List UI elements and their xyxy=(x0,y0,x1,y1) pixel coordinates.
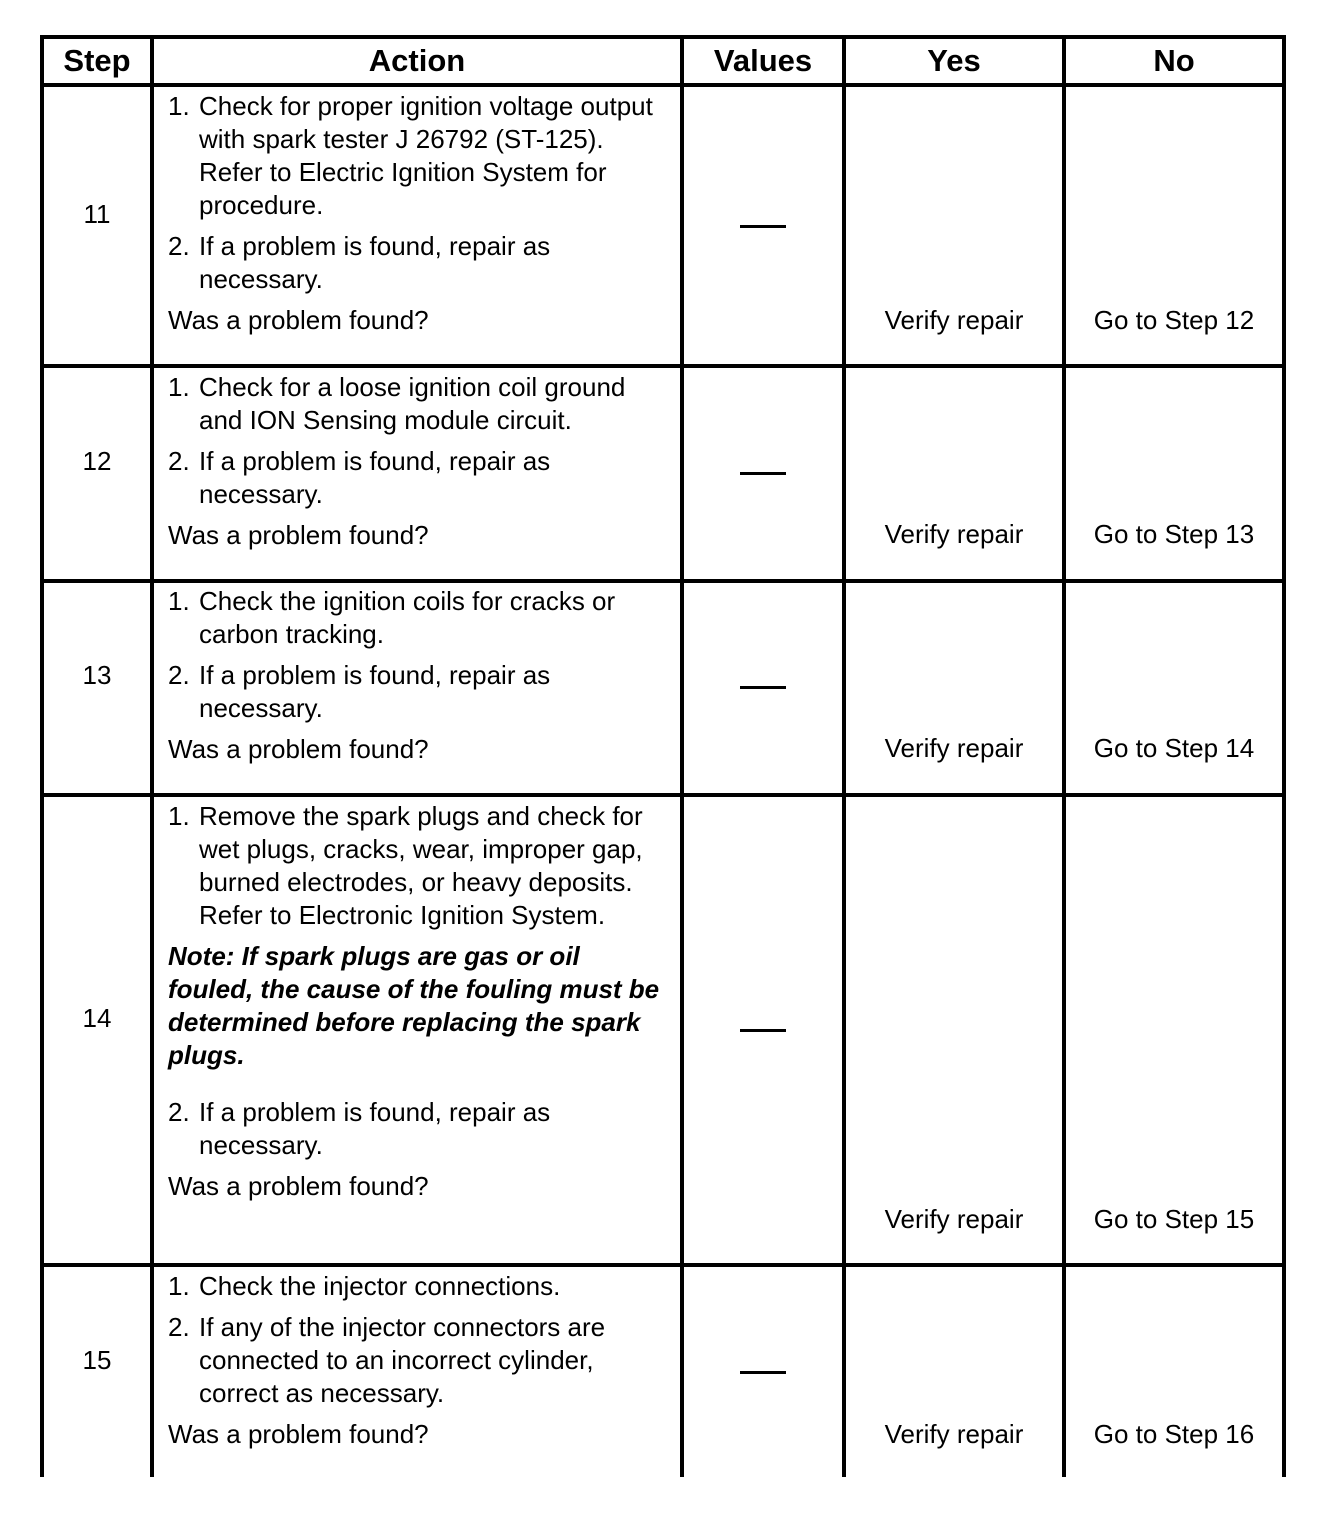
action-item xyxy=(168,1096,668,1162)
header-step: Step xyxy=(63,43,131,78)
item-number: 2. xyxy=(168,1097,190,1127)
row-divider xyxy=(40,793,1286,797)
action-cell xyxy=(168,371,668,552)
item-text: If a problem is found, repair as necessary. xyxy=(199,660,551,723)
yes-result: Verify repair xyxy=(884,1419,1024,1449)
action-item xyxy=(168,230,668,296)
item-text: Check the injector connections. xyxy=(199,1271,561,1301)
yes-result: Verify repair xyxy=(884,305,1024,335)
item-text: Check the ignition coils for cracks or carbon tracking. xyxy=(199,586,616,649)
yes-result: Verify repair xyxy=(884,1204,1024,1234)
value-dash xyxy=(740,472,786,475)
item-text: If a problem is found, repair as necessary. xyxy=(199,446,551,509)
item-text: Check for a loose ignition coil ground and ION Sensing module circuit. xyxy=(199,372,626,435)
action-item xyxy=(168,445,668,511)
action-question: Was a problem found? xyxy=(168,305,429,335)
no-result: Go to Step 15 xyxy=(1093,1204,1255,1234)
step-number: 11 xyxy=(83,199,111,229)
item-number: 1. xyxy=(168,801,190,831)
item-number: 1. xyxy=(168,586,190,616)
item-number: 2. xyxy=(168,231,190,261)
action-cell xyxy=(168,90,668,337)
action-cell xyxy=(168,1270,668,1451)
header-yes: Yes xyxy=(927,43,981,78)
action-item xyxy=(168,90,668,222)
action-question: Was a problem found? xyxy=(168,734,429,764)
item-text: If any of the injector connectors are connected to an incorrect cylinder, correct as necessary. xyxy=(199,1312,606,1408)
value-dash xyxy=(740,1371,786,1374)
item-text: If a problem is found, repair as necessary. xyxy=(199,231,551,294)
no-result: Go to Step 14 xyxy=(1093,733,1255,763)
header-values: Values xyxy=(713,43,813,78)
value-dash xyxy=(740,686,786,689)
step-number: 15 xyxy=(82,1345,112,1375)
action-question: Was a problem found? xyxy=(168,1171,429,1201)
action-cell xyxy=(168,585,668,766)
header-divider xyxy=(40,83,1286,87)
action-item xyxy=(168,659,668,725)
item-text: Remove the spark plugs and check for wet plugs, cracks, wear, improper gap, burned electrodes, or heavy deposits. Refer to Electronic Ignition System. xyxy=(199,801,643,930)
action-item xyxy=(168,371,668,437)
step-number: 12 xyxy=(82,446,112,476)
action-item xyxy=(168,1270,668,1303)
column-divider xyxy=(150,35,154,1477)
item-number: 1. xyxy=(168,1271,190,1301)
action-item xyxy=(168,800,668,932)
item-number: 2. xyxy=(168,1312,190,1342)
yes-result: Verify repair xyxy=(884,733,1024,763)
diagnostic-table xyxy=(40,35,1286,1477)
no-result: Go to Step 13 xyxy=(1093,519,1255,549)
item-text: Check for proper ignition voltage output with spark tester J 26792 (ST-125). Refer to Electric Ignition System for procedure. xyxy=(199,91,653,220)
item-number: 2. xyxy=(168,446,190,476)
yes-result: Verify repair xyxy=(884,519,1024,549)
no-result: Go to Step 16 xyxy=(1093,1419,1255,1449)
header-action: Action xyxy=(368,43,466,78)
row-divider xyxy=(40,579,1286,583)
action-item xyxy=(168,585,668,651)
column-divider xyxy=(680,35,684,1477)
action-item xyxy=(168,1311,668,1410)
value-dash xyxy=(740,225,786,228)
row-divider xyxy=(40,364,1286,368)
value-dash xyxy=(740,1029,786,1032)
action-question: Was a problem found? xyxy=(168,520,429,550)
no-result: Go to Step 12 xyxy=(1093,305,1255,335)
item-number: 1. xyxy=(168,91,190,121)
step-number: 13 xyxy=(82,660,112,690)
action-question: Was a problem found? xyxy=(168,1419,429,1449)
header-no: No xyxy=(1153,43,1195,78)
item-text: If a problem is found, repair as necessary. xyxy=(199,1097,551,1160)
item-number: 2. xyxy=(168,660,190,690)
table-border-left xyxy=(40,35,44,1477)
action-cell xyxy=(168,800,668,1203)
table-border-right xyxy=(1282,35,1286,1477)
warning-note: Note: If spark plugs are gas or oil fouled, the cause of the fouling must be determined before replacing the spark plugs. xyxy=(168,941,660,1070)
step-number: 14 xyxy=(82,1003,112,1033)
item-number: 1. xyxy=(168,372,190,402)
row-divider xyxy=(40,1263,1286,1267)
